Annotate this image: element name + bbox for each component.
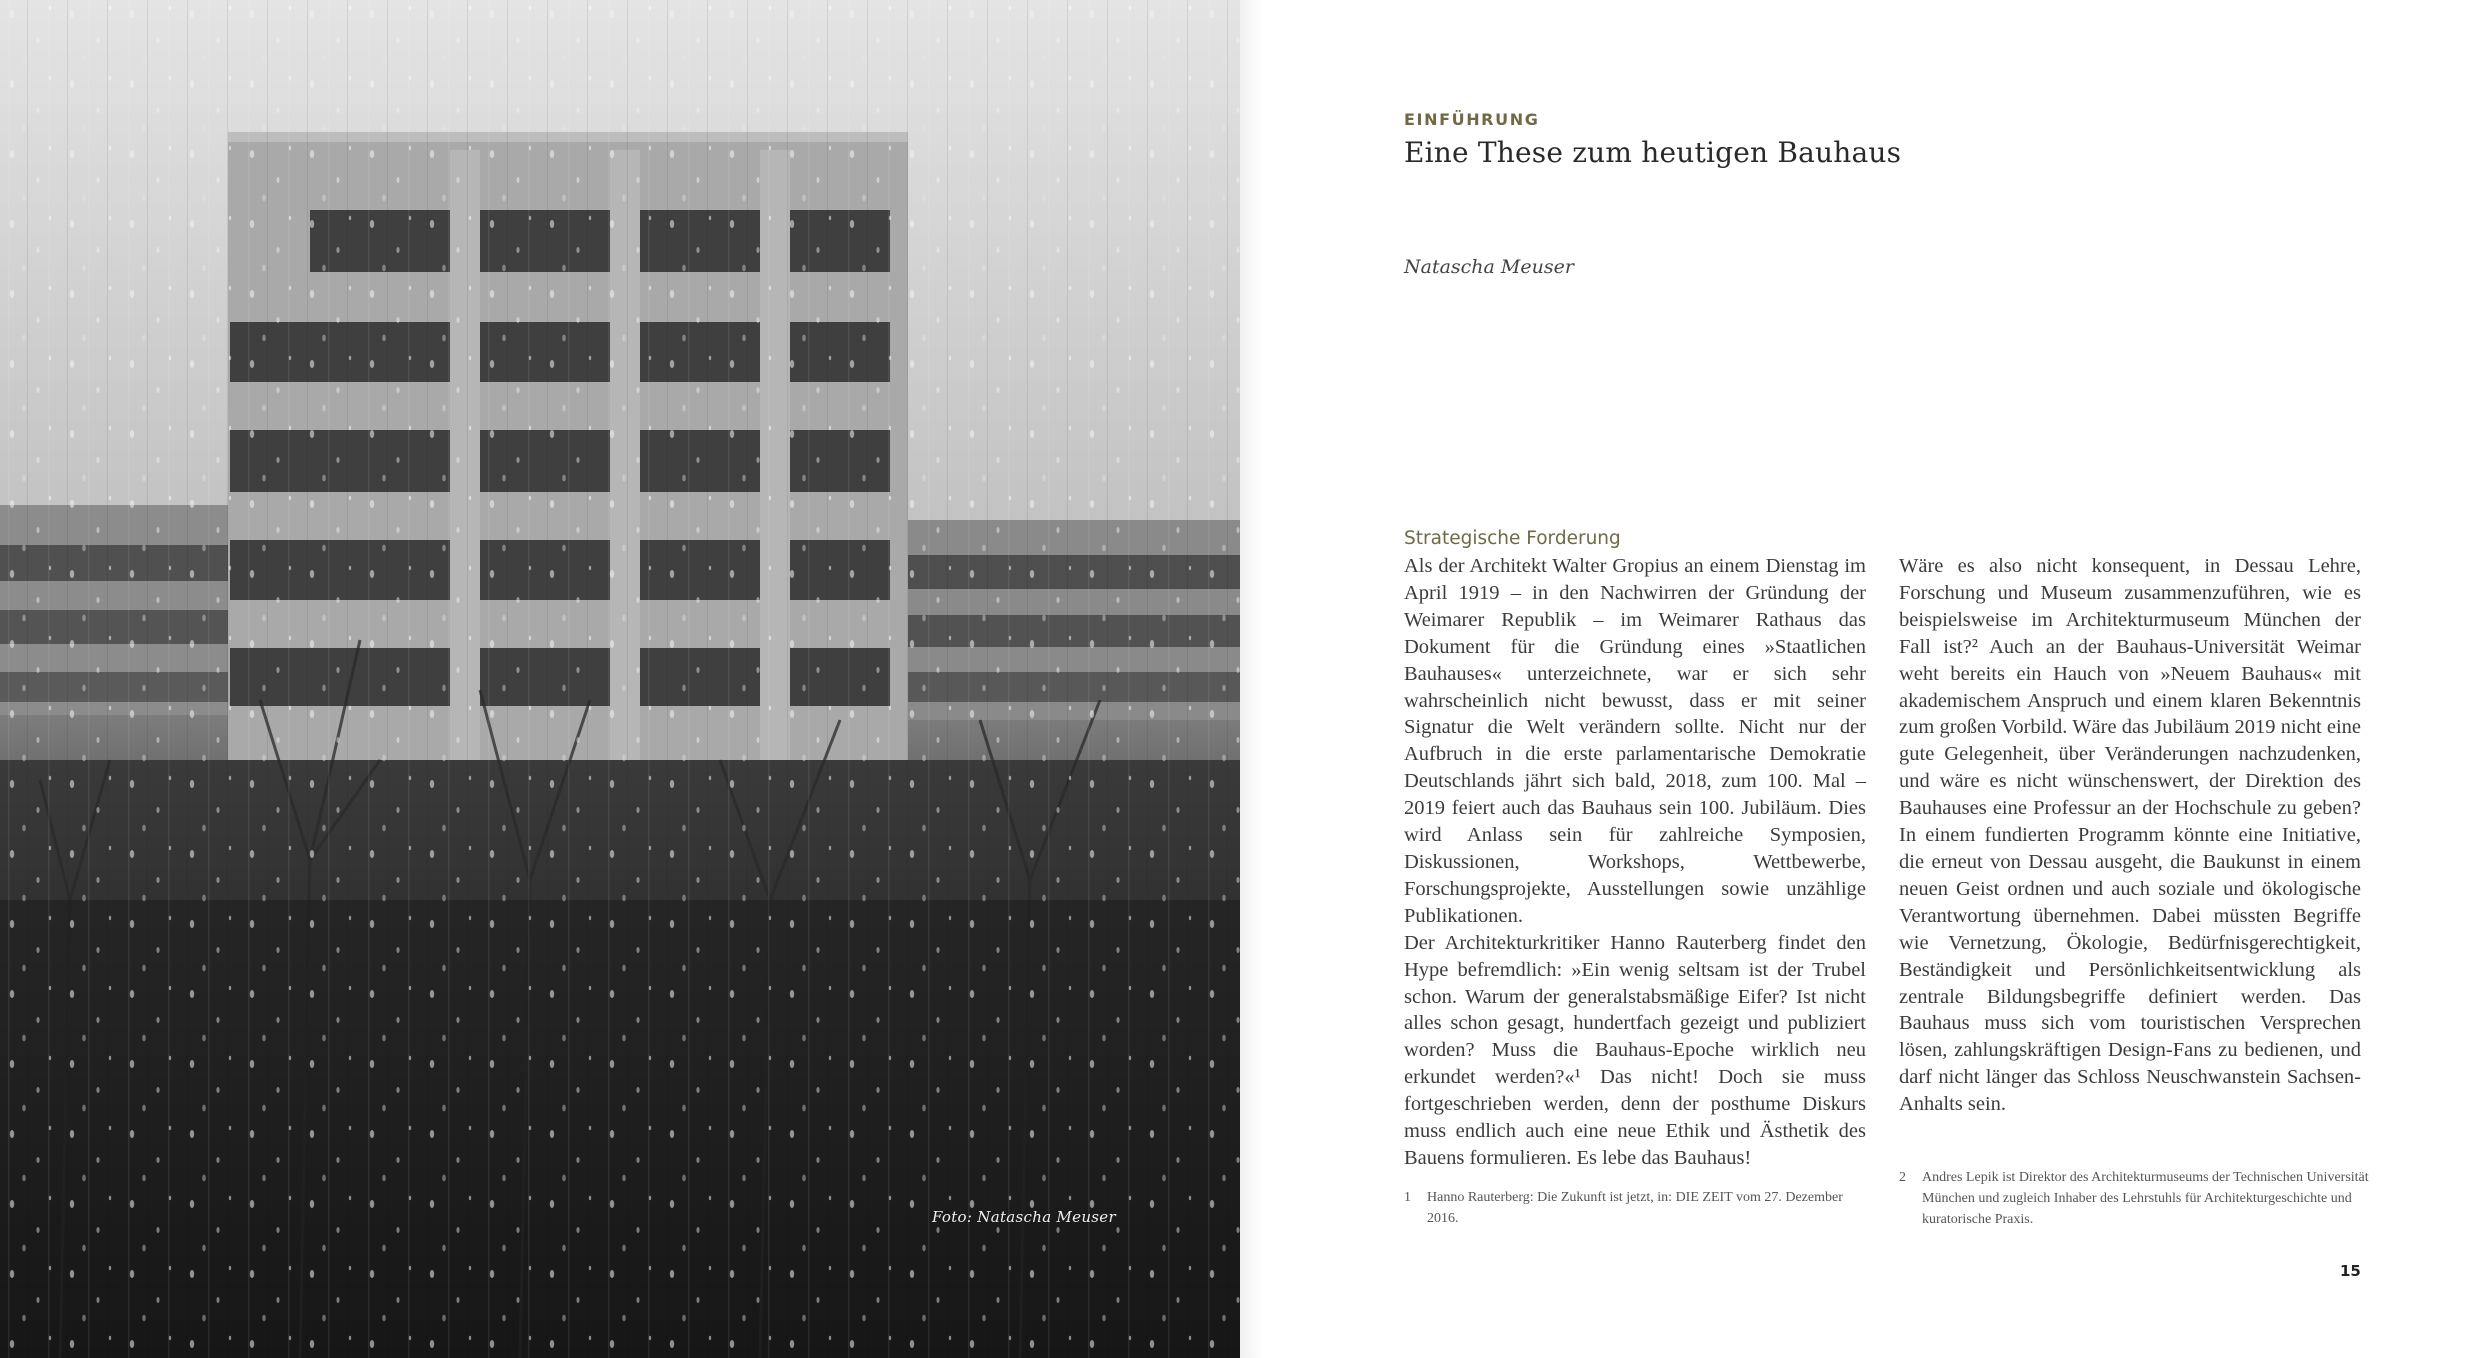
- footnote-text: Andres Lepik ist Direktor des Architekturmuseums der Technischen Universität München und zugleich Inhaber des Lehrstuhls für Architekturgeschichte und kuratorische Praxis.: [1922, 1170, 2369, 1227]
- footnote-text: Hanno Rauterberg: Die Zukunft ist jetzt, in: DIE ZEIT vom 27. Dezember 2016.: [1427, 1190, 1843, 1226]
- section-heading: Strategische Forderung: [1404, 528, 1621, 549]
- author-name: Natascha Meuser: [1404, 256, 1574, 278]
- footnote-number: 2: [1899, 1170, 1906, 1185]
- chapter-title: Eine These zum heutigen Bauhaus: [1404, 136, 1902, 169]
- footnote-2: [1899, 1167, 2369, 1230]
- photo-credit: Foto: Natascha Meuser: [932, 1208, 1116, 1226]
- paragraph: Der Architekturkritiker Hanno Rauterberg findet den Hype befremdlich: »Ein wenig seltsam ist der Trubel schon. Warum der generalstabsmäßige Eifer? Ist nicht alles schon gesagt, hundertfach gezeigt und publiziert worden? Muss die Bauhaus-Epoche wirklich neu erkundet werden?«¹ Das nicht! Doch sie muss fortgeschrieben werden, denn der posthume Diskurs muss endlich auch eine neue Ethik und Ästhetik des Bauens formulieren. Es lebe das Bauhaus!: [1404, 931, 1866, 1169]
- footnote-1: [1404, 1187, 1874, 1229]
- paragraph: Wäre es also nicht konsequent, in Dessau Lehre, Forschung und Museum zusammenzuführen, wie es beispielsweise im Architekturmuseum München der Fall ist?² Auch an der Bauhaus-Universität Weimar weht bereits ein Hauch von »Neuem Bauhaus« mit akademischem Anspruch und einem klaren Bekenntnis zum großen Vorbild. Wäre das Jubiläum 2019 nicht eine gute Gelegenheit, über Veränderungen nachzudenken, und wäre es nicht wünschenswert, der Direktion des Bauhauses eine Professur an der Hochschule zu geben? In einem fundierten Programm könnte eine Initiative, die erneut von Dessau ausgeht, die Baukunst in einem neuen Geist ordnen und auch soziale und ökologische Verantwortung übernehmen. Dabei müssten Begriffe wie Vernetzung, Ökologie, Bedürfnisgerechtigkeit, Beständigkeit und Persönlichkeitsentwicklung als zentrale Bildungsbegriffe definiert werden. Das Bauhaus muss sich vom touristischen Versprechen lösen, zahlungskräftigen Design-Fans zu bedienen, und darf nicht länger das Schloss Neuschwanstein Sachsen-Anhalts sein.: [1899, 555, 2361, 1116]
- chapter-kicker: EINFÜHRUNG: [1404, 110, 1540, 129]
- page-number: 15: [2340, 1262, 2361, 1280]
- gutter-shadow: [1240, 0, 1264, 1358]
- text-column-1: [1404, 553, 1866, 1172]
- paragraph: Als der Architekt Walter Gropius an einem Dienstag im April 1919 – in den Nachwirren der Gründung der Weimarer Republik – im Weimarer Rathaus das Dokument für die Gründung eines »Staatlichen Bauhauses« unterzeichnete, war er sich sehr wahrscheinlich nicht bewusst, dass er mit seiner Signatur die Welt verändern sollte. Nicht nur der Aufbruch in die erste parlamentarische Demokratie Deutschlands jährt sich bald, 2018, zum 100. Mal – 2019 feiert auch das Bauhaus sein 100. Jubiläum. Dies wird Anlass sein für zahlreiche Symposien, Diskussionen, Workshops, Wettbewerbe, Forschungsprojekte, Ausstellungen sowie unzählige Publikationen.: [1404, 555, 1866, 927]
- text-column-2: [1899, 553, 2361, 1118]
- footnote-number: 1: [1404, 1190, 1411, 1205]
